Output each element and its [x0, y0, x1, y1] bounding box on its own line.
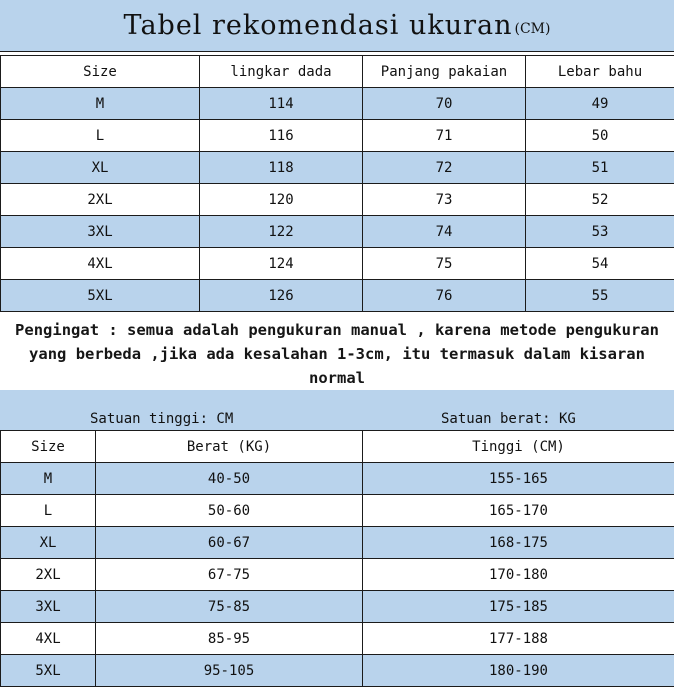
- header-cell: Tinggi (CM): [363, 431, 674, 463]
- table-row: [1, 623, 674, 655]
- table-row: [1, 88, 674, 120]
- title-bar: [0, 0, 674, 52]
- length-cell: 71: [363, 120, 526, 152]
- length-cell: 70: [363, 88, 526, 120]
- measurement-note: [0, 318, 674, 388]
- size-table-weight-height: [0, 430, 674, 687]
- shoulder-cell: 52: [526, 184, 674, 216]
- table-row: [1, 527, 674, 559]
- shoulder-cell: 51: [526, 152, 674, 184]
- table-row: [1, 655, 674, 687]
- table-row: [1, 280, 674, 312]
- shoulder-cell: 55: [526, 280, 674, 312]
- size-table-body-measurements: [0, 55, 674, 312]
- table-row: [1, 591, 674, 623]
- size-cell: 3XL: [1, 591, 96, 623]
- size-cell: 2XL: [1, 184, 200, 216]
- header-cell: Lebar bahu: [526, 56, 674, 88]
- shoulder-cell: 54: [526, 248, 674, 280]
- note-line: yang berbeda ,jika ada kesalahan 1-3cm, itu termasuk dalam kisaran: [0, 342, 674, 366]
- height-cell: 155-165: [363, 463, 674, 495]
- weight-cell: 40-50: [96, 463, 363, 495]
- units-bar: [0, 390, 674, 430]
- weight-cell: 60-67: [96, 527, 363, 559]
- height-cell: 168-175: [363, 527, 674, 559]
- table-row: [1, 152, 674, 184]
- chest-cell: 118: [200, 152, 363, 184]
- size-cell: M: [1, 463, 96, 495]
- height-cell: 165-170: [363, 495, 674, 527]
- header-cell: Size: [1, 56, 200, 88]
- note-line: normal: [0, 366, 674, 390]
- weight-unit-label: Satuan berat: KG: [441, 411, 576, 427]
- size-cell: XL: [1, 527, 96, 559]
- size-cell: L: [1, 120, 200, 152]
- height-unit-label: Satuan tinggi: CM: [90, 411, 233, 427]
- note-line: Pengingat : semua adalah pengukuran manual , karena metode pengukuran: [0, 318, 674, 342]
- chest-cell: 126: [200, 280, 363, 312]
- table-row: [1, 120, 674, 152]
- chest-cell: 114: [200, 88, 363, 120]
- header-cell: Size: [1, 431, 96, 463]
- chest-cell: 120: [200, 184, 363, 216]
- shoulder-cell: 53: [526, 216, 674, 248]
- shoulder-cell: 50: [526, 120, 674, 152]
- header-cell: Berat (KG): [96, 431, 363, 463]
- weight-cell: 85-95: [96, 623, 363, 655]
- table-row: [1, 495, 674, 527]
- size-cell: M: [1, 88, 200, 120]
- header-cell: lingkar dada: [200, 56, 363, 88]
- title-unit: (CM): [514, 21, 550, 37]
- header-cell: Panjang pakaian: [363, 56, 526, 88]
- height-cell: 180-190: [363, 655, 674, 687]
- size-cell: L: [1, 495, 96, 527]
- size-cell: 2XL: [1, 559, 96, 591]
- chest-cell: 116: [200, 120, 363, 152]
- table-row: [1, 216, 674, 248]
- height-cell: 175-185: [363, 591, 674, 623]
- table-row: [1, 184, 674, 216]
- weight-cell: 95-105: [96, 655, 363, 687]
- size-cell: 5XL: [1, 655, 96, 687]
- chest-cell: 124: [200, 248, 363, 280]
- length-cell: 73: [363, 184, 526, 216]
- size-cell: 3XL: [1, 216, 200, 248]
- length-cell: 75: [363, 248, 526, 280]
- length-cell: 76: [363, 280, 526, 312]
- table-header-row: [1, 431, 674, 463]
- chest-cell: 122: [200, 216, 363, 248]
- size-cell: 5XL: [1, 280, 200, 312]
- length-cell: 72: [363, 152, 526, 184]
- weight-cell: 50-60: [96, 495, 363, 527]
- table-row: [1, 559, 674, 591]
- table-row: [1, 463, 674, 495]
- size-cell: 4XL: [1, 248, 200, 280]
- table-row: [1, 248, 674, 280]
- page-title: Tabel rekomendasi ukuran: [124, 10, 513, 41]
- table-header-row: [1, 56, 674, 88]
- height-cell: 170-180: [363, 559, 674, 591]
- size-cell: XL: [1, 152, 200, 184]
- size-cell: 4XL: [1, 623, 96, 655]
- shoulder-cell: 49: [526, 88, 674, 120]
- weight-cell: 75-85: [96, 591, 363, 623]
- length-cell: 74: [363, 216, 526, 248]
- weight-cell: 67-75: [96, 559, 363, 591]
- height-cell: 177-188: [363, 623, 674, 655]
